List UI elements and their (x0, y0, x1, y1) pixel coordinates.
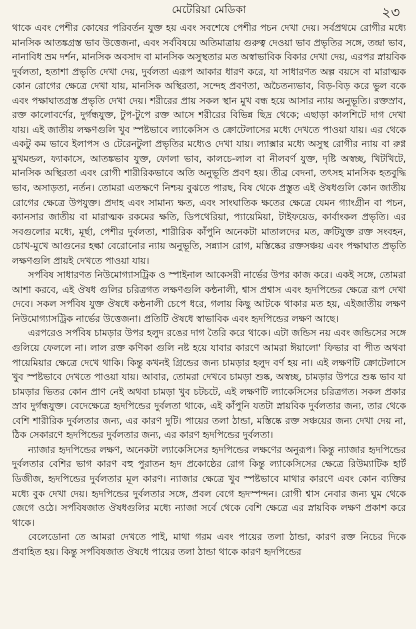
running-title: মেটেরিয়া মেডিকা (171, 4, 247, 16)
page-number: ২৩ (381, 5, 400, 21)
paragraph-3: এরপরেও সর্পবিষ চামড়ার উপর হলুদ রঙের দাগ তৈরি করে থাকে। এটা জন্ডিস নয় এবং জন্ডিসের সঙ্গে গুলিয়ে ফেললে না। লাল রক্ত কণিকা গুলি নষ্ট হয়ে যাবার কারণে আমরা ঈয়ালো' ফিভার বা পীত অথবা পায়েমিয়ার ক্ষেত্রে দেখে থাকি। কিন্তু কখনই গ্রিন্ডের জন্য চামড়ার হলুদ বর্ণ হয় না। এই লক্ষণটি ক্রোটেলাসে খুব স্পষ্টভাবে দেখতে পাওয়া যায়। আবার, তোমরা দেখবে চামড়া শুষ্ক, অস্বচ্ছ, চামড়ার উপরে শুষ্ক ভাব যা চামড়ার ভিতর কোন প্রাণ নেই অথবা চামড়া খুব চটচটে, এই লক্ষণটি ল্যাকেসিসের চরিত্রগত। সকল প্রকার স্রাব দুর্গন্ধযুক্ত। বেদেক্ষেত্রে হৃদপিন্ডের দুর্বলতা থাকে, এই কাঁপুনি যতটা স্নায়বিক দুর্বলতার জন্য, তার থেকে বেশি শারীরিক দুর্বলতার জন্য, এর কারণ দুটি। পায়ের তলা ঠান্ডা, মস্তিষ্কে রক্ত সঞ্চয়ের জন্য দেখা দেয় না, ঠিক সেকারণে হৃদপিন্ডের দুর্বলতার জন্য, এর কারণ হৃদপিন্ডের দুর্বলতা। (12, 328, 406, 442)
page-header (12, 0, 406, 22)
paragraph-1: থাকে এবং পেশীর কোষের পরিবর্তন যুক্ত হয় এবং সবশেষে পেশীর পচন দেখা দেয়। সর্বপ্রথমে রোগীর মধ্যে মানসিক আতঙ্কগ্রস্ত ভাব উত্তেজনা, এবং সর্ববিষয়ে অতিমাত্রায় গুরুত্ব দেওয়া ভাব প্রভৃতির সঙ্গে, তন্দ্রা ভাব, নানাবিধ ভ্রম দর্শন, মানসিক অবসাদ বা মানসিক অসুস্থতার মত অস্বাভাবিক বিকার দেখা দেয়, এরপর স্নায়বিক দুর্বলতা, হতাশা প্রভৃতি দেখা দেয়, দুর্বলতা এরূপ আকার ধারণ করে, যা সাধারণত অল্প বয়সে বা মারাত্মক কোন রোগের ক্ষেত্রে দেখা যায়, মানসিক অস্থিরতা, সন্দেহ প্রবণতা, অচৈতন্যভাব, বিড়-বিড় করে ভুল বকে এবং পক্ষাঘাতগ্রস্ত প্রভৃতি দেখা দেয়। শরীরের প্রায় সকল স্থান মুখ বন্ধ হয়ে আসার ন্যায় অনুভূতি। রক্তস্রাব, রক্ত কালোবর্ণের, দুর্গন্ধযুক্ত, টুপ-টুপে রক্ত আসে শরীরের বিভিন্ন ছিদ্র থেকে; এছাড়া কালশিটে দাগ দেখা যায়। এই জাতীয় লক্ষণগুলি খুব স্পষ্টভাবে ল্যাকেসিস ও ক্রোটেলাসের মধ্যে দেখতে পাওয়া যায়। এর থেকে একটু কম ভাবে ইলাপস ও টেরেনটুলা প্রভৃতির মধ্যেও দেখা যায়। ল্যাক্সার মধ্যে অসুস্থ রোগীর ন্যায় বা রুগ্ন মুখমন্ডল, ফ্যাকাসে, আতঙ্কভাব যুক্ত, ফোলা ভাব, কালচে-লাল বা নীলবর্ণ যুক্ত, দৃষ্টি অস্বচ্ছ, খিটখিটে, মানসিক অস্থিরতা এবং রোগী শারীরিকভাবে অতি অনুভূতি প্রবণ হয়। তীব্র বেদনা, তৎসহ মানসিক হতবুদ্ধি ভাব, অসাড়তা, নর্তন। তোমরা এতক্ষণে নিশ্চয় বুঝতে পারছ, বিষ থেকে প্রস্তুত এই ঔষধগুলি কোন জাতীয় রোগের ক্ষেত্রে উপযুক্ত। প্রদাহ এবং সামান্য ক্ষত, এবং সাংঘাতিক ক্ষতের ক্ষেত্রে যেমন গ্যাংগ্রীন বা পচন, ক্যানসার জাতীয় বা মারাত্মক রকমের ক্ষতি, ডিপথেরিয়া, প্যায়েমিয়া, টাইফয়েড, কার্বাংকল প্রভৃতি। এর সবগুলোর মধ্যে, মূর্ছা, পেশীর দুর্বলতা, শারীরিক কাঁপুনি অনেকটা মাতালদের মত, ক্রটিযুক্ত রক্ত সংবহন, চোখ-মুখে আগুনের হল্কা বেরোনোর ন্যায় অনুভূতি, সন্ন্যাস রোগ, মস্তিষ্কের রক্তসঞ্চয় এবং পক্ষাঘাত প্রভৃতি লক্ষণগুলি প্রায়ই দেখতে পাওয়া যায়। (12, 23, 406, 267)
paragraph-5: বেলেডোনা তে আমরা দেখতে পাই, মাথা গরম এবং পায়ের তলা ঠান্ডা, কারণ রক্ত নিচের দিকে প্রবাহিত হয়। কিন্তু সর্পবিষজাত ঔষধে পায়ের তলা ঠান্ডা থাকে কারণ হৃদপিন্ডের (12, 532, 406, 558)
page-body (12, 22, 406, 623)
paragraph-2: সর্পবিষ সাধারণত নিউমোগ্যাসট্রিক ও স্পাইনাল আকেসরী নার্ভের উপর কাজ করে। একই সঙ্গে, তোমরা আশা করবে, এই ঔষধ গুলির চরিত্রগত লক্ষণগুলি কন্ঠনালী, শ্বাস প্রশ্বাস এবং হৃদপিন্ডের ক্ষেত্রে রূপ দেখা দেবে। সকল সর্পবিষ যুক্ত ঔষধে কন্ঠনালী চেপে ধরে, গলায় কিছু আটকে থাকার মত হয়, এইজাতীয় লক্ষণ নিউমোগ্যাসট্রিক নার্ভের উত্তেজনা। প্রতিটি ঔষধে স্বাভাবিক এবং হৃদপিন্ডের লক্ষণ আছে। (12, 270, 406, 325)
paragraph-4: ন্যাজার হৃদপিন্ডের লক্ষণ, অনেকটা ল্যাকেসিসের হৃদপিন্ডের লক্ষণের অনুরূপ। কিন্তু ন্যাজার হৃদপিন্ডের দুর্বলতার বেশির ভাগ কারণ বহু পুরাতন হৃদ প্রকোষ্ঠের রোগ কিন্তু ল্যাকেসিসের ক্ষেত্রে রিউম্যাটিক হার্ট ডিজীজ, হৃদপিন্ডের দুর্বলতার মূল কারণ। ন্যাজার ক্ষেত্রে খুব স্পষ্টভাবে মাথার কারণে এবং কোন ব্যক্তির মধ্যে বুক দেখা দেয়। হৃদপিন্ডের দুর্বলতার সঙ্গে, প্রবল বেগে হৃদস্পন্দন। রোগী শ্বাস নেবার জন্য ঘুম থেকে জেগে ওঠে। সর্পবিষজাত ঔষধগুলির মধ্যে ন্যাজা সর্বে থেকে বেশি ক্ষেত্রে এর স্নায়বিক লক্ষণ প্রকাশ করে থাকে। (12, 444, 406, 529)
